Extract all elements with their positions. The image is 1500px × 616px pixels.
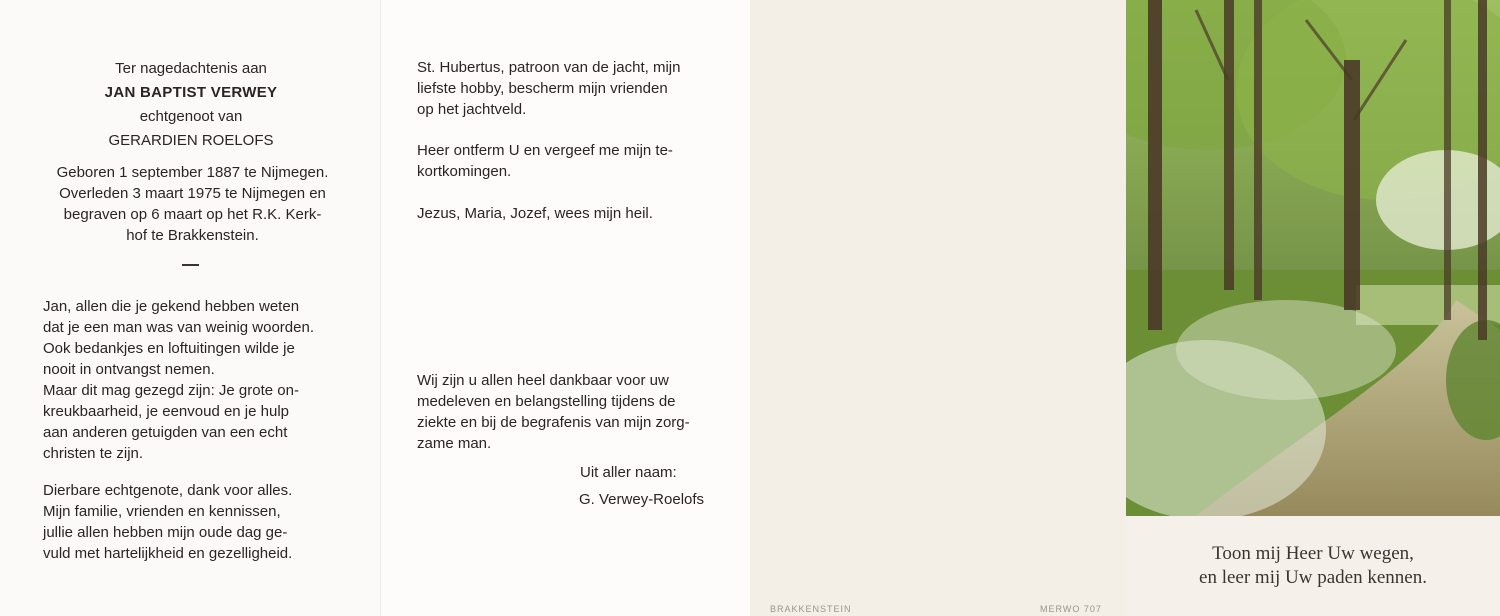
paragraph-line: op het jachtveld. <box>417 101 527 118</box>
prayer-holy-family <box>417 203 716 224</box>
paragraph-line: medeleven en belangstelling tijdens de <box>417 393 676 410</box>
paragraph-line: dat je een man was van weinig woorden. <box>43 319 314 336</box>
prayer-mercy <box>417 140 716 182</box>
life-dates <box>43 162 342 246</box>
paragraph-line: christen te zijn. <box>43 445 144 462</box>
paragraph-line: nooit in ontvangst nemen. <box>43 361 215 378</box>
paragraph-line: Maar dit mag gezegd zijn: Je grote on- <box>43 382 299 399</box>
paragraph-line: St. Hubertus, patroon van de jacht, mijn <box>417 59 681 76</box>
farewell-paragraph <box>43 480 342 564</box>
printer-imprint-left: BRAKKENSTEIN <box>770 604 852 614</box>
tribute-paragraph <box>43 296 342 464</box>
paragraph-line: Wij zijn u allen heel dankbaar voor uw <box>417 372 669 389</box>
memorial-card-back-panel <box>750 0 1126 616</box>
psalm-verse <box>1126 542 1500 590</box>
paragraph-line: aan anderen getuigden van een echt <box>43 424 288 441</box>
life-line: Geboren 1 september 1887 te Nijmegen. <box>56 164 329 181</box>
memorial-card-middle-panel <box>380 0 750 616</box>
psalm-line: Toon mij Heer Uw wegen, <box>1212 543 1414 564</box>
life-line: hof te Brakkenstein. <box>126 227 259 244</box>
paragraph-line: vuld met hartelijkheid en gezelligheid. <box>43 545 293 562</box>
forest-path-photo <box>1126 0 1500 516</box>
signatory-name: G. Verwey-Roelofs <box>579 491 705 508</box>
paragraph-line: ziekte en bij de begrafenis van mijn zorg- <box>417 414 690 431</box>
forest-path-illustration <box>1126 0 1500 516</box>
intro-text: Ter nagedachtenis aan <box>115 60 267 77</box>
paragraph-line: Mijn familie, vrienden en kennissen, <box>43 503 281 520</box>
spouse-intro: echtgenoot van <box>139 108 243 125</box>
thanks-paragraph <box>417 370 716 454</box>
paragraph-line: liefste hobby, bescherm mijn vrienden <box>417 80 668 97</box>
paragraph-line: zame man. <box>417 435 492 452</box>
signoff <box>579 462 724 516</box>
psalm-line: en leer mij Uw paden kennen. <box>1199 567 1427 588</box>
life-line: begraven op 6 maart op het R.K. Kerk- <box>63 206 322 223</box>
prayer-hubertus <box>417 57 716 120</box>
section-divider <box>182 264 199 266</box>
memorial-heading <box>40 58 342 154</box>
signoff-line: Uit aller naam: <box>580 464 677 481</box>
paragraph-line: Jan, allen die je gekend hebben weten <box>43 298 300 315</box>
paragraph-line: Heer ontferm U en vergeef me mijn te- <box>417 142 673 159</box>
deceased-name: JAN BAPTIST VERWEY <box>104 84 278 101</box>
printer-imprint-right: MERWO 707 <box>1040 604 1102 614</box>
paragraph-line: Jezus, Maria, Jozef, wees mijn heil. <box>417 205 653 222</box>
paragraph-line: kreukbaarheid, je eenvoud en je hulp <box>43 403 290 420</box>
paragraph-line: jullie allen hebben mijn oude dag ge- <box>43 524 288 541</box>
life-line: Overleden 3 maart 1975 te Nijmegen en <box>59 185 326 202</box>
paragraph-line: Dierbare echtgenote, dank voor alles. <box>43 482 293 499</box>
paragraph-line: kortkomingen. <box>417 163 512 180</box>
paragraph-line: Ook bedankjes en loftuitingen wilde je <box>43 340 295 357</box>
spouse-name: GERARDIEN ROELOFS <box>108 132 274 149</box>
